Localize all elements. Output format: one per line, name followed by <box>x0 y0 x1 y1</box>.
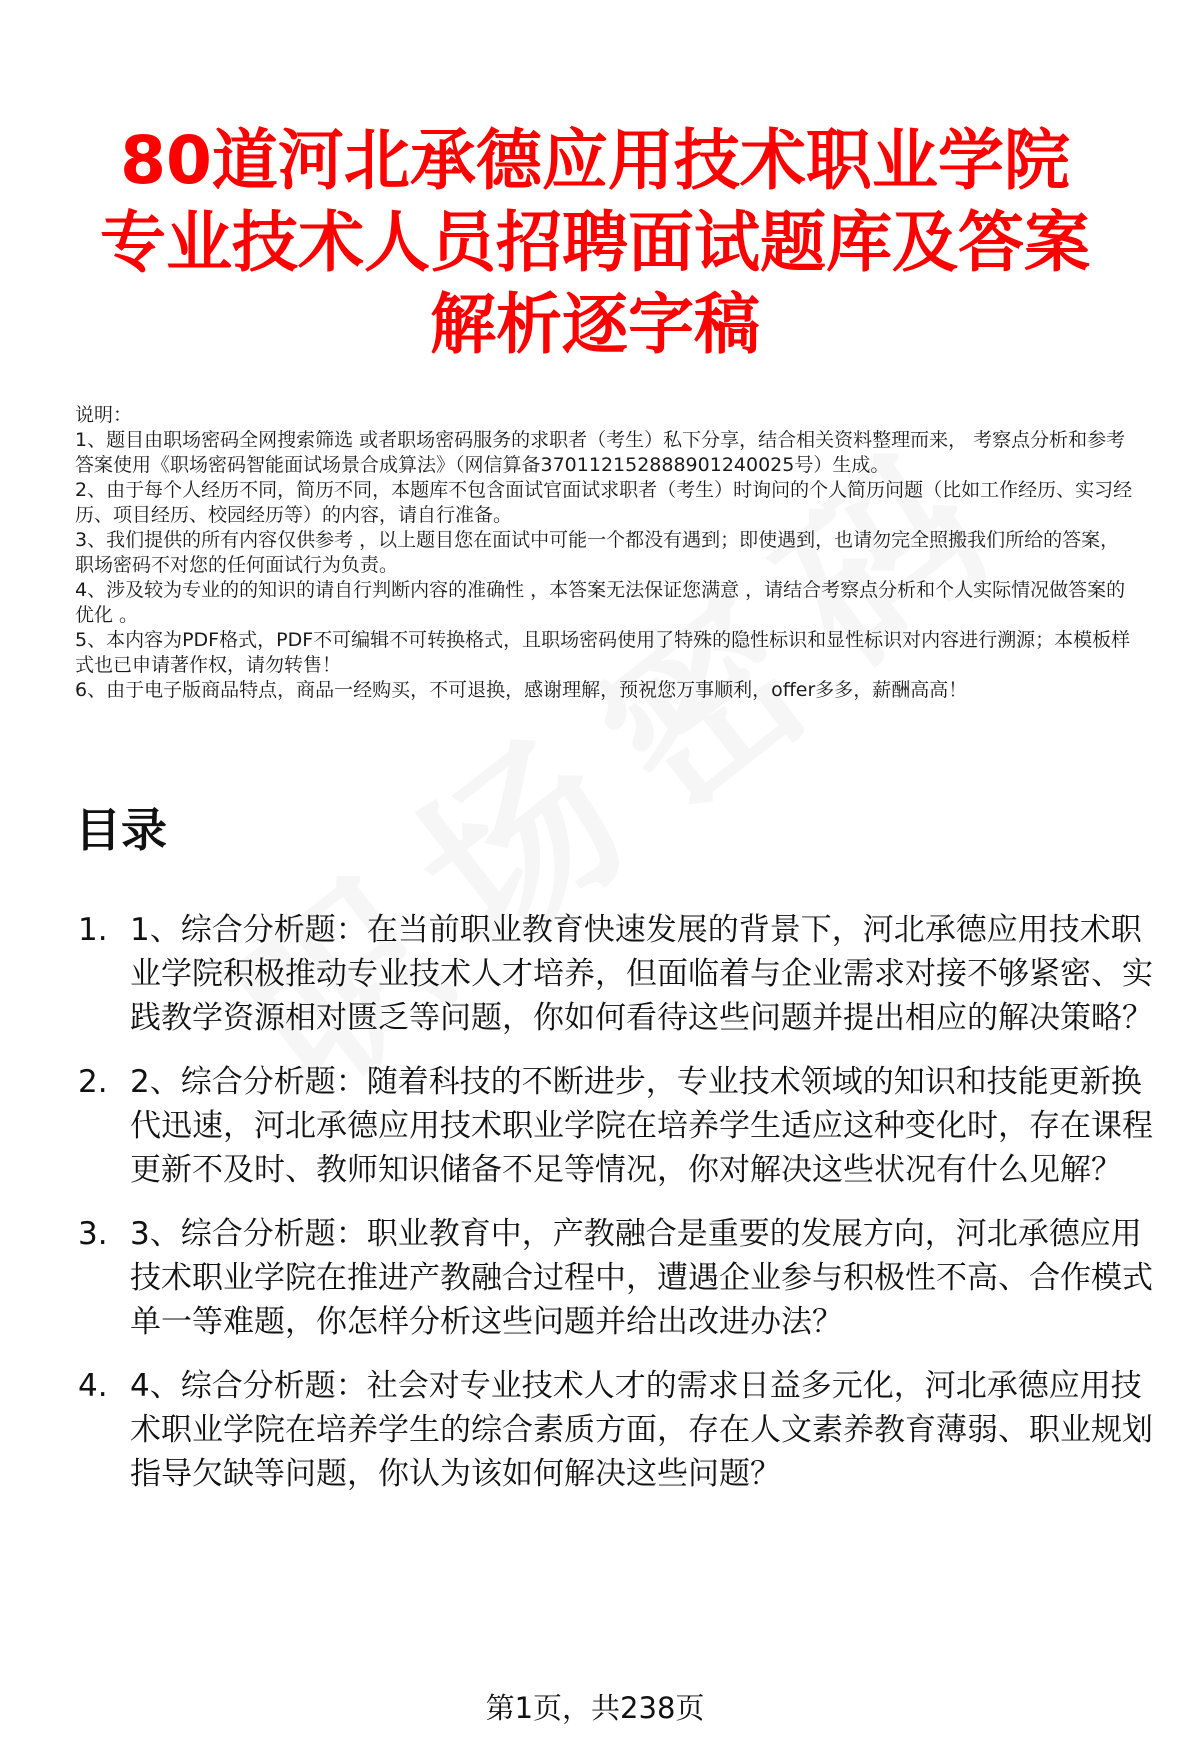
toc-item-text[interactable]: 2、综合分析题：随着科技的不断进步，专业技术领域的知识和技能更新换代迅速，河北承德应用技术职业学院在培养学生适应这种变化时，存在课程更新不及时、教师知识储备不足等情况，你对解决这些状况有什么见解？ <box>130 1064 1153 1188</box>
document-title: 80道河北承德应用技术职业学院专业技术人员招聘面试题库及答案解析逐字稿 <box>100 122 1090 363</box>
note-item: 3、我们提供的所有内容仅供参考 ，以上题目您在面试中可能一个都没有遇到；即使遇到，也请勿完全照搬我们所给的答案，职场密码不对您的任何面试行为负责。 <box>75 529 1120 576</box>
toc-item-text[interactable]: 3、综合分析题：职业教育中，产教融合是重要的发展方向，河北承德应用技术职业学院在推进产教融合过程中，遭遇企业参与积极性不高、合作模式单一等难题，你怎样分析这些问题并给出改进办法？ <box>130 1216 1153 1340</box>
notes-section <box>75 403 1135 703</box>
toc-item-number: 2. <box>78 1064 108 1100</box>
toc-item-text[interactable]: 4、综合分析题：社会对专业技术人才的需求日益多元化，河北承德应用技术职业学院在培养学生的综合素质方面，存在人文素养教育薄弱、职业规划指导欠缺等问题，你认为该如何解决这些问题？ <box>130 1368 1153 1492</box>
note-item: 6、由于电子版商品特点，商品一经购买，不可退换，感谢理解，预祝您万事顺利，offer多多，薪酬高高！ <box>75 679 968 701</box>
toc-item-text[interactable]: 1、综合分析题：在当前职业教育快速发展的背景下，河北承德应用技术职业学院积极推动专业技术人才培养，但面临着与企业需求对接不够紧密、实践教学资源相对匮乏等问题，你如何看待这些问题并提出相应的解决策略？ <box>130 912 1153 1036</box>
note-item: 1、题目由职场密码全网搜索筛选 或者职场密码服务的求职者（考生）私下分享，结合相关资料整理而来， 考察点分析和参考答案使用《职场密码智能面试场景合成算法》（网信算备370112152888901240025号）生成。 <box>75 429 1126 476</box>
notes-heading: 说明： <box>75 404 133 426</box>
toc-item[interactable] <box>78 1060 1168 1192</box>
toc-item-number: 4. <box>78 1368 108 1404</box>
note-item: 5、本内容为PDF格式，PDF不可编辑不可转换格式，且职场密码使用了特殊的隐性标识和显性标识对内容进行溯源；本模板样式也已申请著作权，请勿转售！ <box>75 629 1131 676</box>
toc-list <box>78 908 1168 1516</box>
toc-item[interactable] <box>78 1364 1168 1496</box>
toc-item[interactable] <box>78 1212 1168 1344</box>
toc-item-number: 1. <box>78 912 108 948</box>
note-item: 4、涉及较为专业的的知识的请自行判断内容的准确性 ，本答案无法保证您满意 ，请结合考察点分析和个人实际情况做答案的优化 。 <box>75 579 1126 626</box>
page-footer: 第1页，共238页 <box>485 1691 705 1725</box>
toc-item[interactable] <box>78 908 1168 1040</box>
toc-item-number: 3. <box>78 1216 108 1252</box>
toc-heading: 目录 <box>75 803 167 857</box>
note-item: 2、由于每个人经历不同，简历不同，本题库不包含面试官面试求职者（考生）时询问的个人简历问题（比如工作经历、实习经历、项目经历、校园经历等）的内容，请自行准备。 <box>75 479 1133 526</box>
